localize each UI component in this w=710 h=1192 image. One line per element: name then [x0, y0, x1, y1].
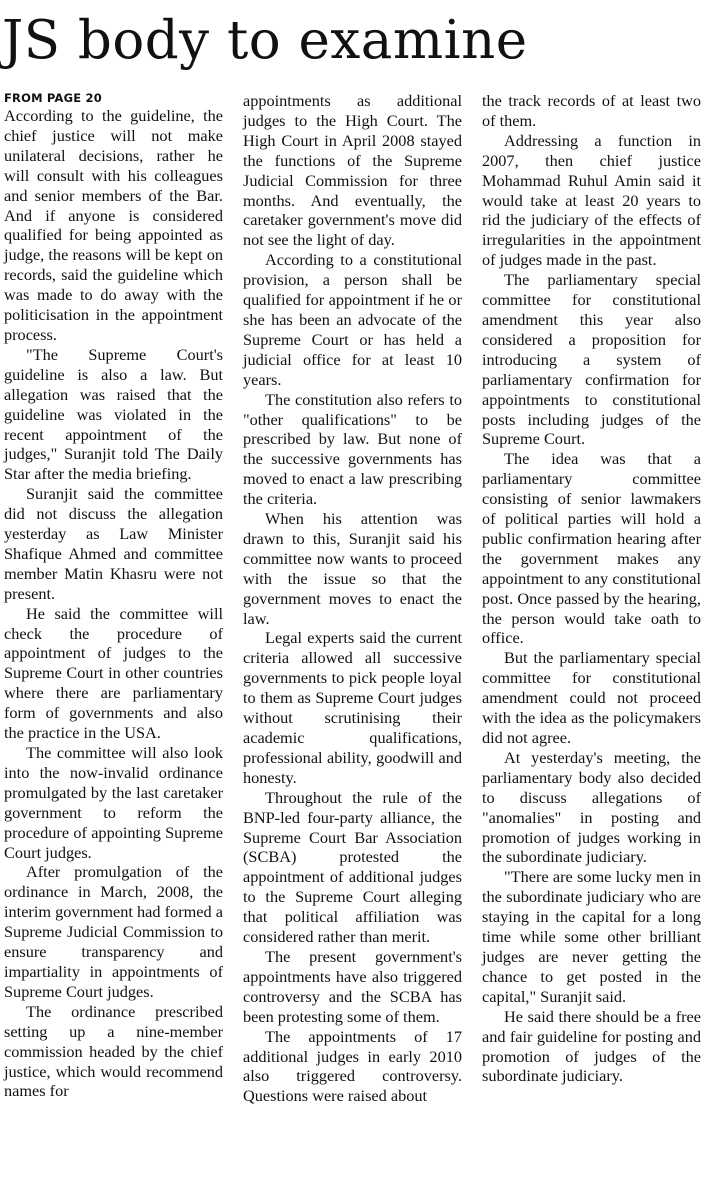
paragraph: The present government's appointments have also triggered controversy and the SCBA has been protesting some of them.: [243, 946, 462, 1026]
paragraph: After promulgation of the ordinance in March, 2008, the interim government had formed a Supreme Judicial Commission to ensure transparency and impartiality in appointments of Supreme Court judges.: [4, 862, 223, 1001]
paragraph: Addressing a function in 2007, then chief justice Mohammad Ruhul Amin said it would take at least 20 years to rid the judiciary of the effects of irregularities in the appointment of judges made in the past.: [482, 130, 701, 270]
paragraph: "There are some lucky men in the subordinate judiciary who are staying in the capital for a long time while some other brilliant judges are never getting the chance to get posted in the capital," Suranjit said.: [482, 867, 701, 1006]
paragraph: The parliamentary special committee for constitutional amendment this year also considered a proposition for introducing a system of parliamentary confirmation for appointments to constitutional posts including judges of the Supreme Court.: [482, 270, 701, 449]
paragraph: But the parliamentary special committee for constitutional amendment could not proceed with the idea as the policymakers did not agree.: [482, 648, 701, 747]
paragraph: He said the committee will check the procedure of appointment of judges to the Supreme Court in other countries where there are parliamentary form of governments and also the practice in the USA.: [4, 603, 223, 743]
paragraph: The appointments of 17 additional judges in early 2010 also triggered controversy. Questions were raised about: [243, 1026, 462, 1106]
paragraph: the track records of at least two of them.: [482, 91, 701, 130]
paragraph: Suranjit said the committee did not discuss the allegation yesterday as Law Minister Shafique Ahmed and committee member Matin Khasru were not present.: [4, 484, 223, 603]
paragraph: The ordinance prescribed setting up a nine-member commission headed by the chief justice, which would recommend names for: [4, 1001, 223, 1101]
paragraph: According to the guideline, the chief justice will not make unilateral decisions, rather he will consult with his colleagues and senior members of the Bar. And if anyone is considered qualified for being appointed as judge, the reasons will be kept on records, said the guideline which was made to do away with the politicisation in the appointment process.: [4, 106, 223, 344]
paragraph: Legal experts said the current criteria allowed all successive governments to pick people loyal to them as Supreme Court judges without scrutinising their academic qualifications, professional ability, goodwill and honesty.: [243, 628, 462, 787]
paragraph: He said there should be a free and fair guideline for posting and promotion of judges of the subordinate judiciary.: [482, 1006, 701, 1086]
paragraph: "The Supreme Court's guideline is also a law. But allegation was raised that the guideline was violated in the recent appointment of the judges," Suranjit told The Daily Star after the media briefing.: [4, 344, 223, 484]
article-column-1: [4, 90, 223, 1101]
article-column-2: [243, 91, 462, 1106]
paragraph: According to a constitutional provision, a person shall be qualified for appointment if he or she has been an advocate of the Supreme Court or has held a judicial office for at least 10 years.: [243, 250, 462, 389]
paragraph: Throughout the rule of the BNP-led four-party alliance, the Supreme Court Bar Association (SCBA) protested the appointment of additional judges to the Supreme Court alleging that political affiliation was considered rather than merit.: [243, 787, 462, 947]
paragraph: The committee will also look into the now-invalid ordinance promulgated by the last caretaker government to reform the procedure of appointing Supreme Court judges.: [4, 743, 223, 862]
continuation-kicker: FROM PAGE 20: [4, 91, 102, 105]
paragraph: appointments as additional judges to the High Court. The High Court in April 2008 stayed the functions of the Supreme Judicial Commission for three months. And eventually, the caretaker government's move did not see the light of day.: [243, 91, 462, 250]
paragraph: When his attention was drawn to this, Suranjit said his committee now wants to proceed with the issue so that the government moves to enact the law.: [243, 509, 462, 628]
paragraph: The constitution also refers to "other qualifications" to be prescribed by law. But none of the successive governments has moved to enact a law prescribing the criteria.: [243, 389, 462, 509]
paragraph: The idea was that a parliamentary committee consisting of senior lawmakers of political parties will hold a public confirmation hearing after the government makes any appointment to any constitutional post. Once passed by the hearing, the person would take oath to office.: [482, 449, 701, 648]
article-column-3: [482, 91, 701, 1086]
paragraph: At yesterday's meeting, the parliamentary body also decided to discuss allegations of "anomalies" in posting and promotion of judges working in the subordinate judiciary.: [482, 747, 701, 867]
headline: JS body to examine: [2, 10, 528, 71]
